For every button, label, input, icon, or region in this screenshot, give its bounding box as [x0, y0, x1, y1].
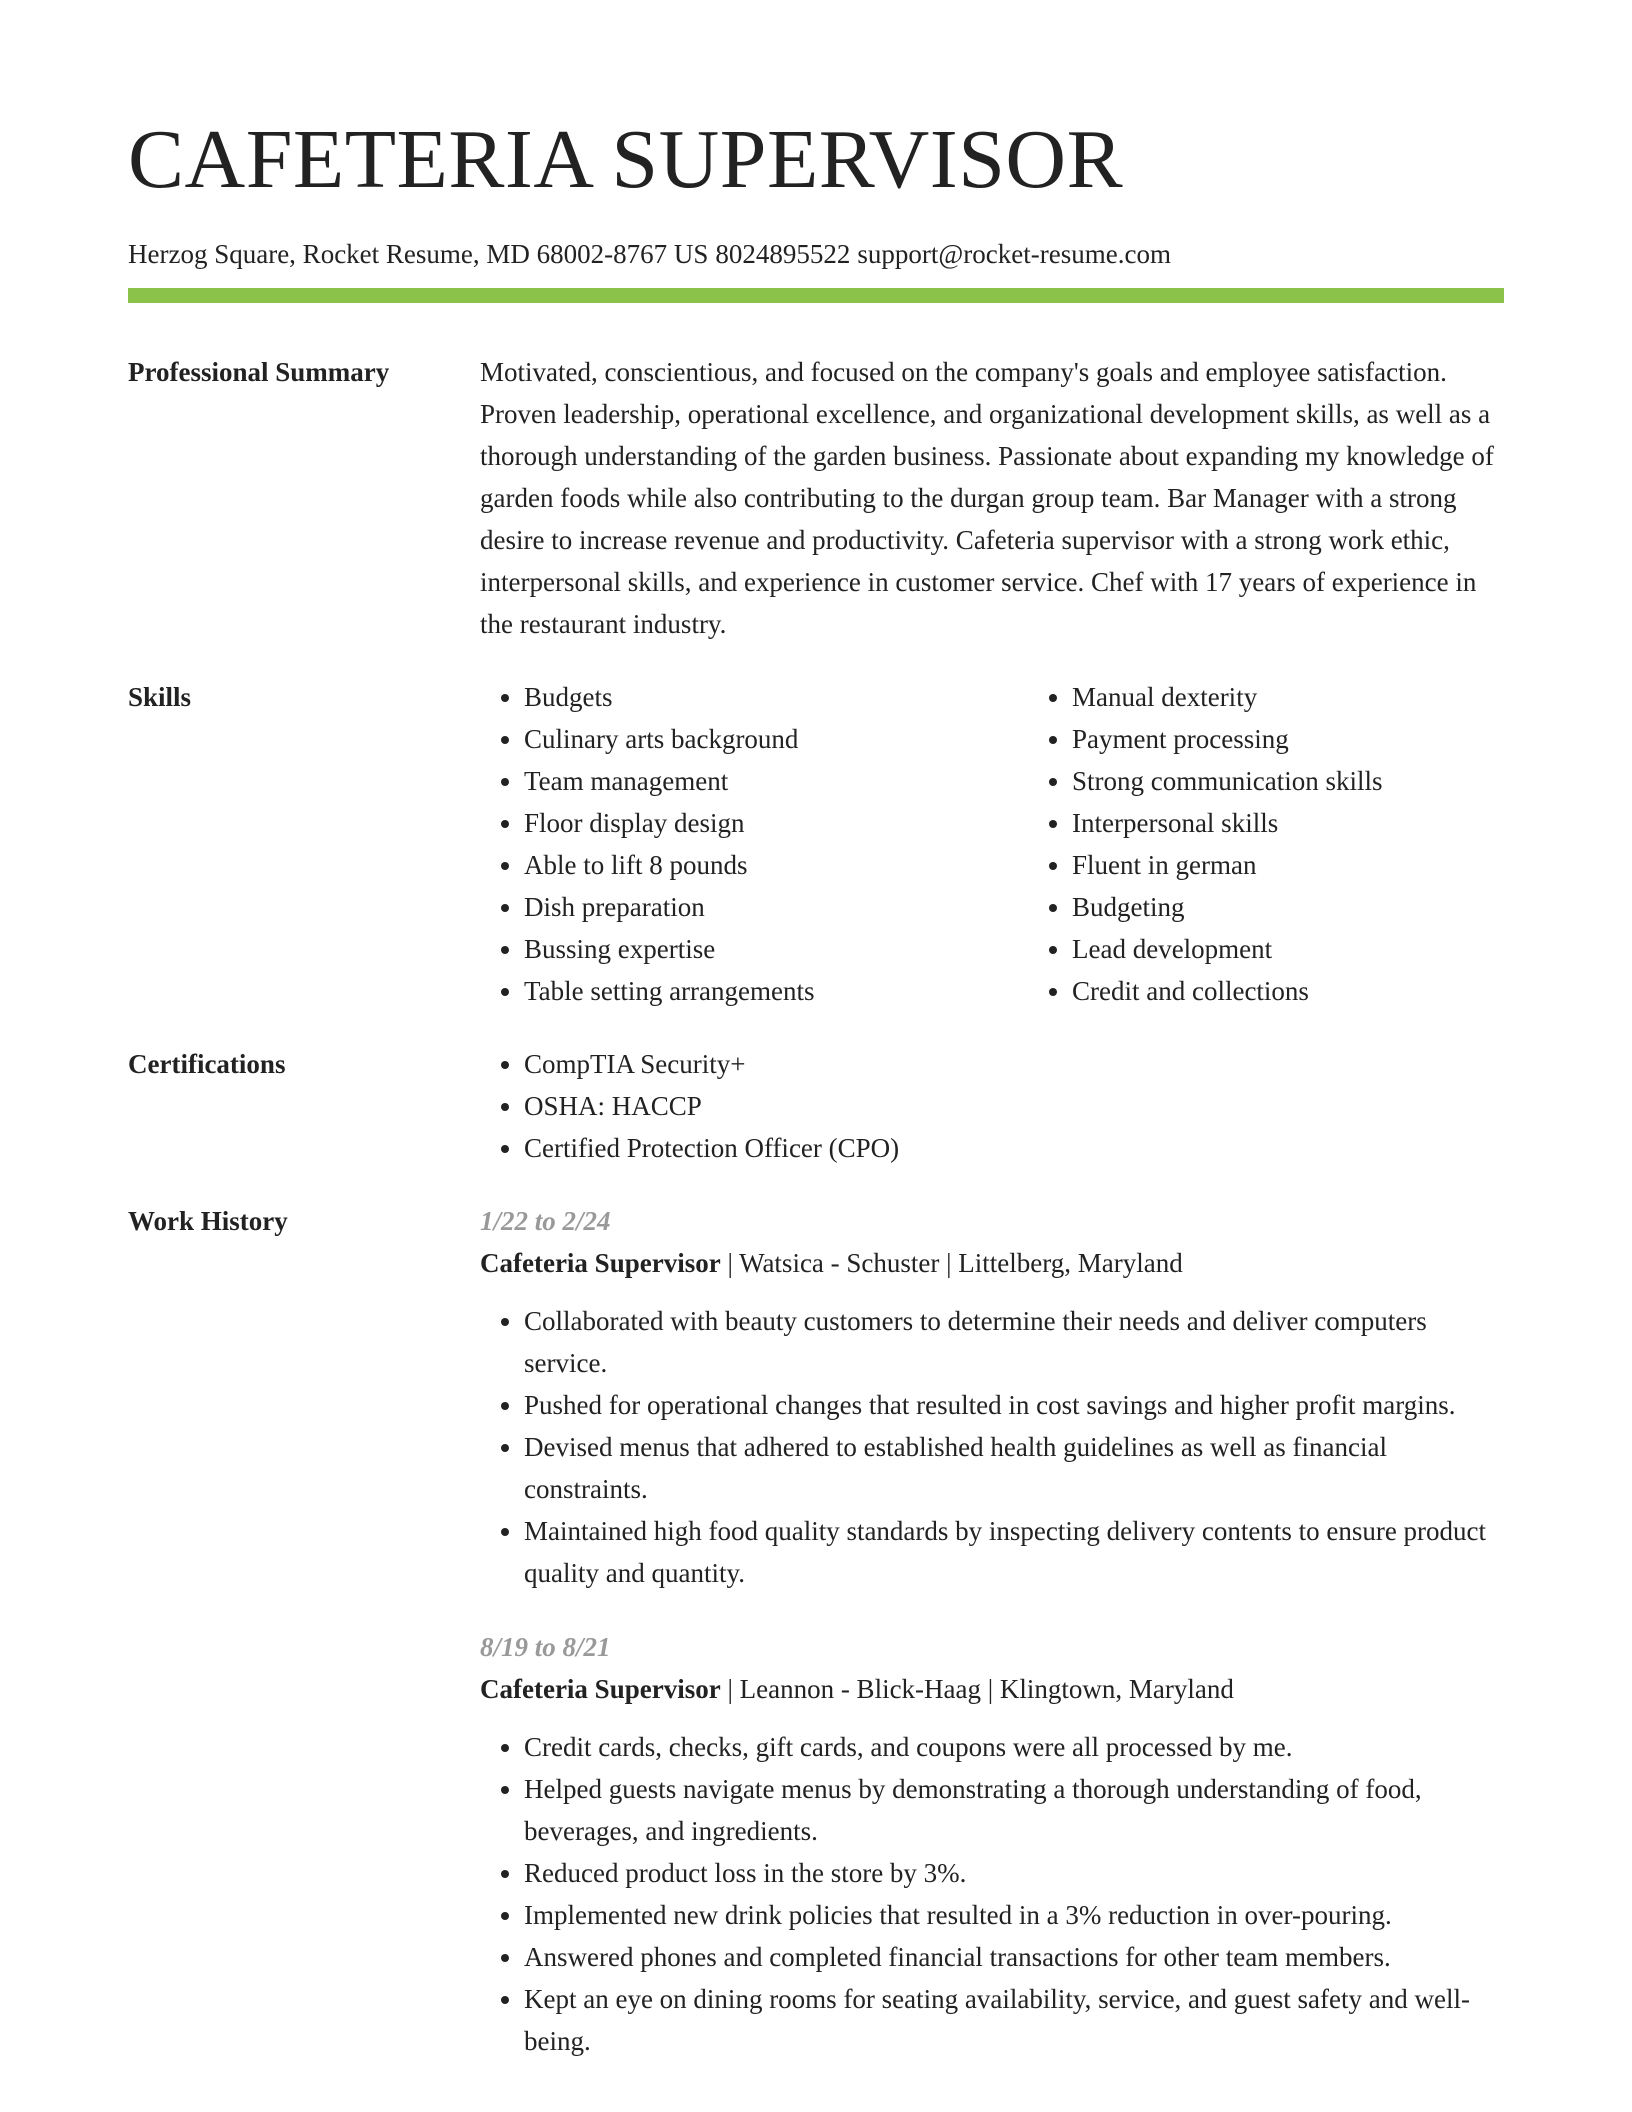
skill-item: • Culinary arts background	[524, 718, 1028, 760]
skills-list-left	[480, 676, 1028, 1012]
skill-item: • Strong communication skills	[1072, 760, 1383, 802]
job-bullets	[480, 1726, 1504, 2062]
job-location: Klingtown, Maryland	[999, 1674, 1234, 1705]
work-history-section	[128, 1200, 1504, 2062]
skill-item: • Dish preparation	[524, 886, 1028, 928]
job-bullets	[480, 1300, 1504, 1594]
skill-item: • Budgeting	[1072, 886, 1383, 928]
job-bullet: • Collaborated with beauty customers to determine their needs and deliver computers service.	[524, 1300, 1504, 1384]
contact-address: Herzog Square, Rocket Resume, MD 68002-8767 US	[128, 239, 709, 269]
certifications-body	[480, 1043, 1504, 1169]
job-dates: 1/22 to 2/24	[480, 1206, 611, 1237]
job-bullet: • Reduced product loss in the store by 3%.	[524, 1852, 1504, 1894]
skill-item: • Table setting arrangements	[524, 970, 1028, 1012]
skill-item: • Credit and collections	[1072, 970, 1383, 1012]
skill-item: • Interpersonal skills	[1072, 802, 1383, 844]
contact-email: support@rocket-resume.com	[857, 239, 1171, 269]
skills-section	[128, 676, 1504, 1012]
skill-item: • Fluent in german	[1072, 844, 1383, 886]
job-location: Littelberg, Maryland	[958, 1248, 1183, 1279]
summary-section	[128, 351, 1504, 645]
certification-item: • CompTIA Security+	[524, 1043, 1504, 1085]
resume-page	[128, 113, 1504, 2062]
skill-item: • Manual dexterity	[1072, 676, 1383, 718]
job-bullet: • Devised menus that adhered to established health guidelines as well as financial constraints.	[524, 1426, 1504, 1510]
skill-item: • Lead development	[1072, 928, 1383, 970]
header-divider	[128, 288, 1504, 303]
resume-title: CAFETERIA SUPERVISOR	[128, 113, 1124, 206]
certifications-label: Certifications	[128, 1049, 286, 1080]
skill-item: • Floor display design	[524, 802, 1028, 844]
job-bullet: • Maintained high food quality standards by inspecting delivery contents to ensure product quality and quantity.	[524, 1510, 1504, 1594]
skills-list-right	[1028, 676, 1383, 1012]
job-title: Cafeteria Supervisor	[480, 1674, 721, 1705]
certifications-section	[128, 1043, 1504, 1169]
contact-line	[128, 238, 1504, 270]
job-bullet: • Answered phones and completed financial transactions for other team members.	[524, 1936, 1504, 1978]
skills-label: Skills	[128, 682, 192, 713]
job-title: Cafeteria Supervisor	[480, 1248, 721, 1279]
skills-columns	[480, 676, 1504, 1012]
certifications-list	[480, 1043, 1504, 1169]
certification-item: • OSHA: HACCP	[524, 1085, 1504, 1127]
skill-item: • Able to lift 8 pounds	[524, 844, 1028, 886]
job-company: Watsica - Schuster	[739, 1248, 940, 1279]
job-bullet: • Implemented new drink policies that resulted in a 3% reduction in over-pouring.	[524, 1894, 1504, 1936]
job-bullet: • Helped guests navigate menus by demonstrating a thorough understanding of food, beverages, and ingredients.	[524, 1768, 1504, 1852]
skill-item: • Team management	[524, 760, 1028, 802]
certification-item: • Certified Protection Officer (CPO)	[524, 1127, 1504, 1169]
job-heading: Cafeteria Supervisor | Watsica - Schuster | Littelberg, Maryland	[480, 1248, 1183, 1279]
job-bullet: • Kept an eye on dining rooms for seating availability, service, and guest safety and well-being.	[524, 1978, 1504, 2062]
job-bullet: • Credit cards, checks, gift cards, and coupons were all processed by me.	[524, 1726, 1504, 1768]
summary-label: Professional Summary	[128, 357, 390, 388]
job-heading: Cafeteria Supervisor | Leannon - Blick-Haag | Klingtown, Maryland	[480, 1674, 1234, 1705]
job-entry	[480, 1200, 1504, 1594]
skill-item: • Budgets	[524, 676, 1028, 718]
skill-item: • Payment processing	[1072, 718, 1383, 760]
job-dates: 8/19 to 8/21	[480, 1632, 611, 1663]
summary-text: Motivated, conscientious, and focused on the company's goals and employee satisfaction. Proven leadership, operational excellence, and organizational development skills, as well as a thorough understanding of the garden business. Passionate about expanding my knowledge of garden foods while also contributing to the durgan group team. Bar Manager with a strong desire to increase revenue and productivity. Cafeteria supervisor with a strong work ethic, interpersonal skills, and experience in customer service. Chef with 17 years of experience in the restaurant industry.	[480, 357, 1494, 640]
skill-item: • Bussing expertise	[524, 928, 1028, 970]
contact-phone: 8024895522	[715, 239, 851, 269]
work-history-label: Work History	[128, 1206, 288, 1237]
job-bullet: • Pushed for operational changes that resulted in cost savings and higher profit margins.	[524, 1384, 1504, 1426]
work-history-body	[480, 1200, 1504, 2062]
job-entry	[480, 1626, 1504, 2062]
job-company: Leannon - Blick-Haag	[739, 1674, 982, 1705]
